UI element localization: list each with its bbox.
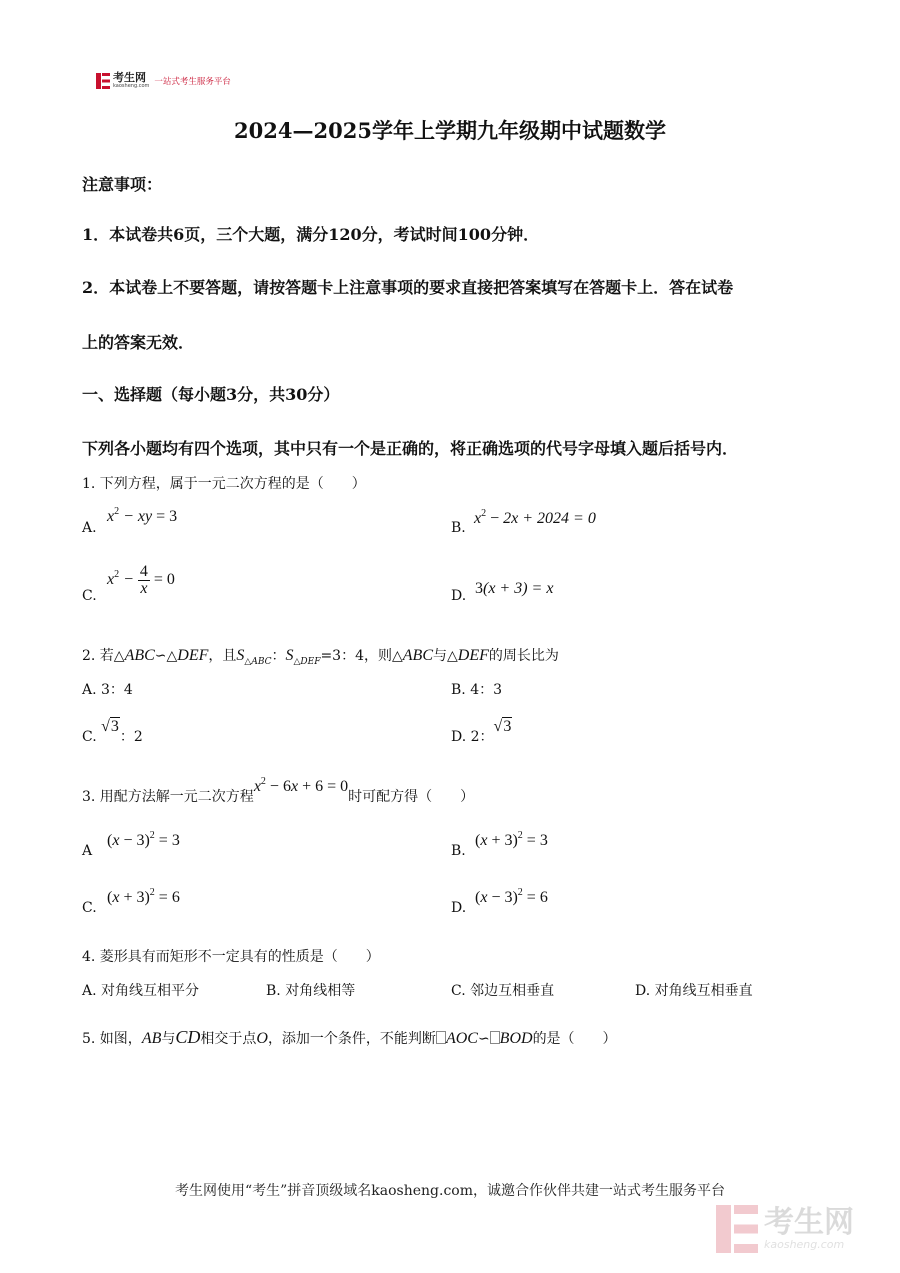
q1-option-d-tail: (x + 3) = x [483, 580, 554, 597]
q4-option-a: A. 对角线互相平分 [82, 983, 200, 999]
q3-option-c-math: $(x + 3)^2 = 6$ [107, 887, 180, 906]
page-title: 2024—2025学年上学期九年级期中试题数学 [234, 118, 666, 143]
q1-stem: 1. 下列方程，属于一元二次方程的是（ ） [82, 476, 366, 492]
q4-option-b: B. 对角线相等 [266, 983, 356, 999]
q1-option-b-tail: 2x + 2024 = 0 [503, 510, 596, 527]
logo-slogan: 一站式考生服务平台 [154, 76, 231, 87]
q3-stem: 3. 用配方法解一元二次方程$x^2 - 6x + 6 = 0$时可配方得（ ） [82, 776, 475, 805]
notice-item-2: 2．本试卷上不要答题，请按答题卡上注意事项的要求直接把答案填写在答题卡上．答在试卷 [82, 278, 734, 297]
q3-option-d-math: $(x - 3)^2 = 6$ [475, 887, 548, 906]
section-instruction: 下列各小题均有四个选项，其中只有一个是正确的，将正确选项的代号字母填入题后括号内． [82, 439, 739, 458]
q3-option-a-math: $(x - 3)^2 = 3$ [107, 830, 180, 849]
page-footer: 考生网使用“考生”拼音顶级域名kaosheng.com，诚邀合作伙伴共建一站式考生服务平台 [174, 1183, 726, 1199]
q3-option-b-math: $(x + 3)^2 = 3$ [475, 830, 548, 849]
q4-option-c: C. 邻边互相垂直 [451, 983, 555, 999]
notice-heading: 注意事项： [82, 175, 163, 194]
q2-option-a: A. 3：4 [82, 682, 133, 698]
logo-brand: 考生网 [113, 71, 146, 84]
q2-option-d: D. 2：√3 [451, 718, 512, 745]
q1-option-d-label: D. [451, 588, 467, 604]
q3-option-d-label: D. [451, 900, 467, 916]
q4-stem: 4. 菱形具有而矩形不一定具有的性质是（ ） [82, 949, 380, 965]
logo-mark-icon [96, 73, 110, 89]
q3-option-b-label: B. [451, 843, 466, 859]
missing-glyph-box [490, 1031, 500, 1044]
notice-item-1: 1．本试卷共6页，三个大题，满分120分，考试时间100分钟． [82, 225, 540, 244]
q3-option-c-label: C. [82, 900, 97, 916]
watermark-brand: 考生网 [764, 1204, 854, 1240]
q1-option-d-math: 3(x + 3) = x [475, 580, 554, 597]
q1-option-c-label: C. [82, 588, 97, 604]
watermark-domain: kaosheng.com [764, 1237, 845, 1251]
q1-option-b-math: $x^2 - 2x + 2024 = 0$ [474, 508, 596, 527]
watermark-logo [716, 1204, 854, 1254]
missing-glyph-box [436, 1031, 446, 1044]
site-logo[interactable] [96, 72, 231, 89]
q4-option-d: D. 对角线互相垂直 [635, 983, 753, 999]
q5-stem: 5. 如图，AB与CD相交于点O，添加一个条件，不能判断 AOC∽ BOD的是（ ） [82, 1027, 617, 1047]
q2-stem: 2. 若△ABC∽△DEF，且$S_{\triangle ABC}$：$S_{\triangle DEF}=3$：4，则△ABC与△DEF的周长比为 [82, 647, 559, 667]
notice-item-2-cont: 上的答案无效． [82, 333, 195, 352]
q1-option-c-math: $x^2$ − $\frac{4}{x}$ = 0 [107, 563, 175, 597]
q1-option-b-label: B. [451, 520, 466, 536]
q2-option-c: C. √3：2 [82, 718, 143, 745]
section-heading: 一、选择题（每小题3分，共30分） [82, 385, 340, 404]
watermark-mark-icon [716, 1204, 758, 1254]
q1-option-a-label: A. [82, 520, 97, 536]
q2-option-b: B. 4：3 [451, 682, 503, 698]
q3-option-a-label: A [82, 843, 93, 859]
q1-option-a-math: $x^2$ − xy = 3 [107, 506, 178, 525]
logo-domain: kaosheng.com [113, 83, 150, 89]
